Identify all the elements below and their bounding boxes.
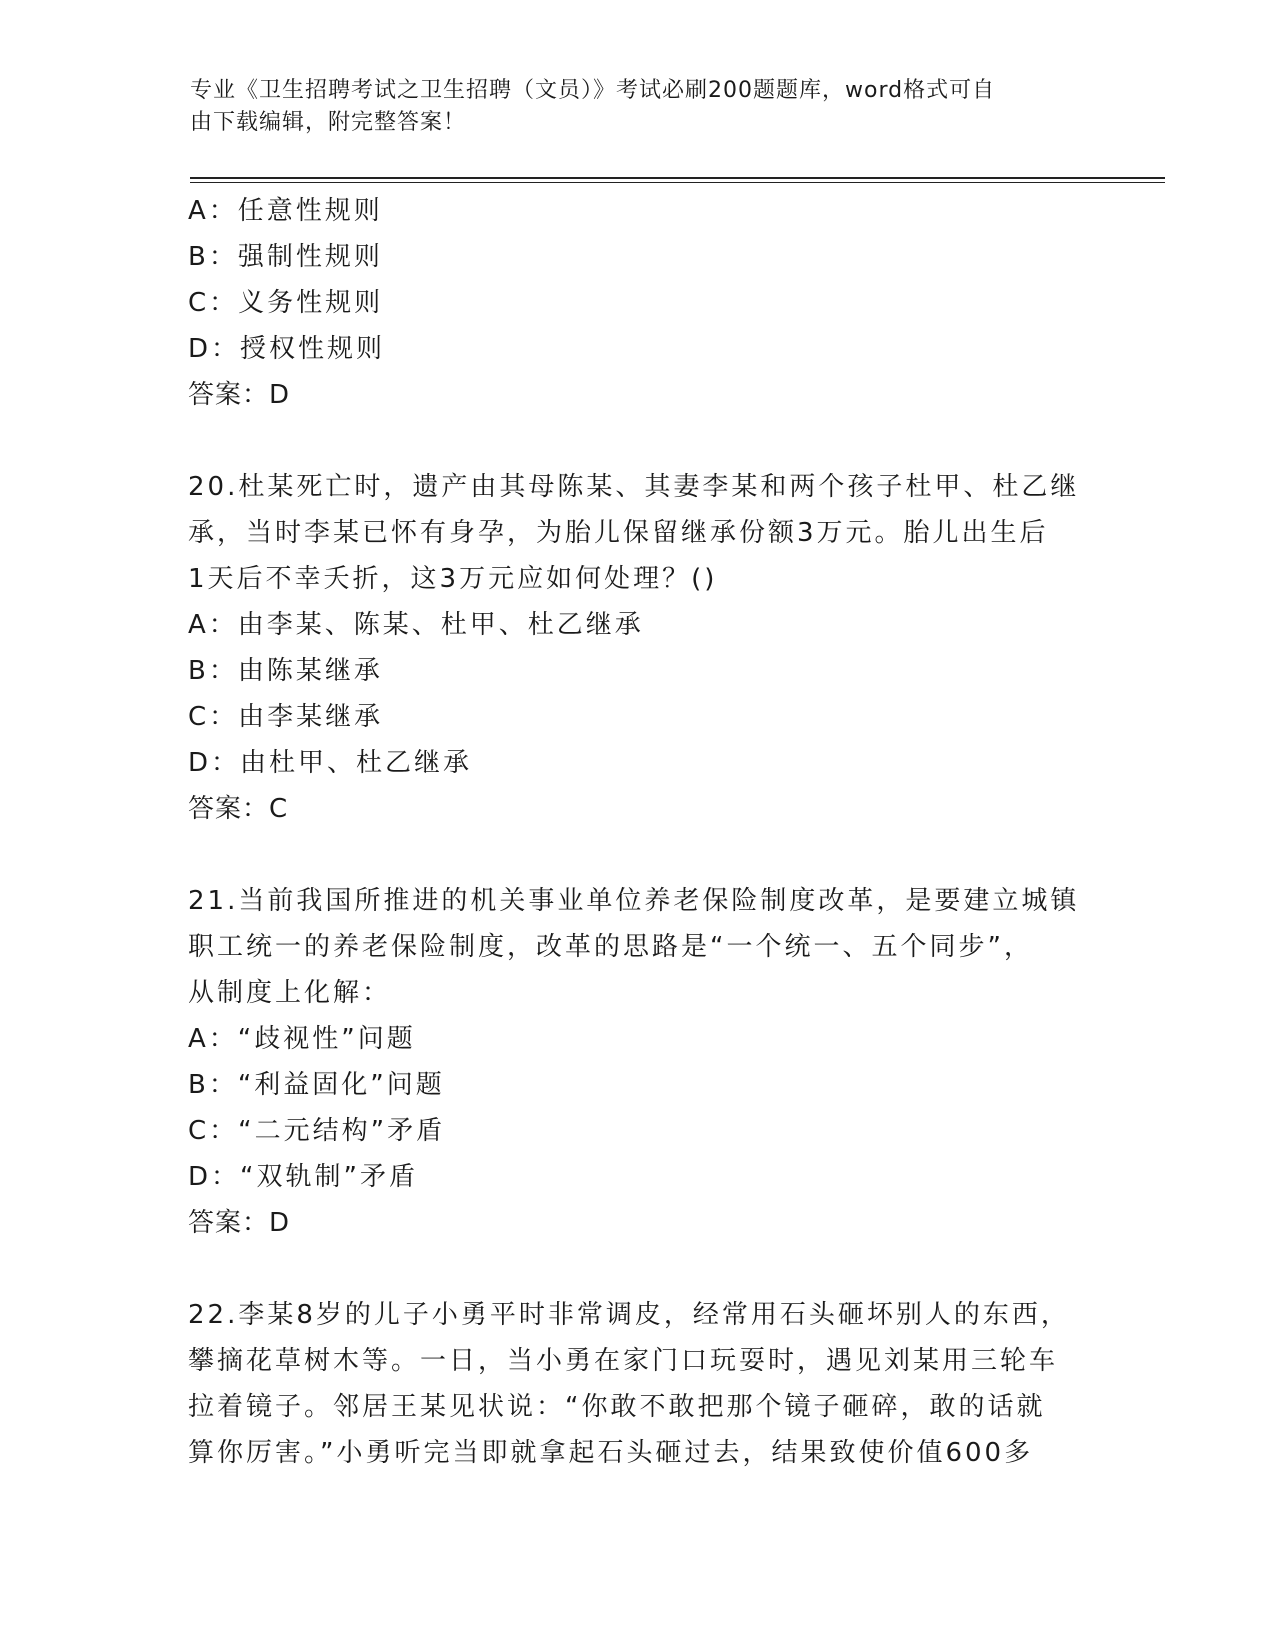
answer-line: 答案：D (188, 380, 291, 410)
question-21 (188, 878, 1088, 1246)
question-22 (188, 1292, 1088, 1476)
question-19 (188, 188, 1088, 418)
answer-line: 答案：C (188, 794, 289, 824)
option-d: D：由杜甲、杜乙继承 (188, 748, 473, 778)
question-stem-line: 承，当时李某已怀有身孕，为胎儿保留继承份额3万元。胎儿出生后 (188, 518, 1049, 548)
header-line-1: 专业《卫生招聘考试之卫生招聘（文员）》考试必刷200题题库，word格式可自 (190, 78, 996, 103)
option-c: C：由李某继承 (188, 702, 384, 732)
option-d: D：“双轨制”矛盾 (188, 1162, 418, 1192)
spacer (188, 418, 1088, 464)
option-a: A：“歧视性”问题 (188, 1024, 416, 1054)
header-divider-thin (190, 182, 1165, 183)
option-d: D：授权性规则 (188, 334, 386, 364)
document-header (190, 75, 1090, 139)
question-stem-line: 20.杜某死亡时，遗产由其母陈某、其妻李某和两个孩子杜甲、杜乙继 (188, 472, 1080, 502)
question-list (188, 188, 1088, 1476)
header-line-2: 由下载编辑，附完整答案！ (190, 110, 467, 135)
answer-line: 答案：D (188, 1208, 291, 1238)
option-a: A：任意性规则 (188, 196, 383, 226)
question-stem-line: 算你厉害。”小勇听完当即就拿起石头砸过去，结果致使价值600多 (188, 1438, 1034, 1468)
question-20 (188, 464, 1088, 832)
header-divider-thick (190, 177, 1165, 179)
question-stem-line: 攀摘花草树木等。一日，当小勇在家门口玩耍时，遇见刘某用三轮车 (188, 1346, 1059, 1376)
question-stem-line: 拉着镜子。邻居王某见状说：“你敢不敢把那个镜子砸碎，敢的话就 (188, 1392, 1046, 1422)
question-stem-line: 1天后不幸夭折，这3万元应如何处理？() (188, 564, 718, 594)
question-stem-line: 职工统一的养老保险制度，改革的思路是“一个统一、五个同步”， (188, 932, 1033, 962)
option-b: B：“利益固化”问题 (188, 1070, 445, 1100)
option-a: A：由李某、陈某、杜甲、杜乙继承 (188, 610, 644, 640)
question-stem-line: 从制度上化解： (188, 978, 392, 1008)
question-stem-line: 21.当前我国所推进的机关事业单位养老保险制度改革，是要建立城镇 (188, 886, 1080, 916)
spacer (188, 832, 1088, 878)
question-stem-line: 22.李某8岁的儿子小勇平时非常调皮，经常用石头砸坏别人的东西， (188, 1300, 1070, 1330)
option-b: B：由陈某继承 (188, 656, 383, 686)
option-b: B：强制性规则 (188, 242, 383, 272)
option-c: C：义务性规则 (188, 288, 384, 318)
option-c: C：“二元结构”矛盾 (188, 1116, 446, 1146)
spacer (188, 1246, 1088, 1292)
